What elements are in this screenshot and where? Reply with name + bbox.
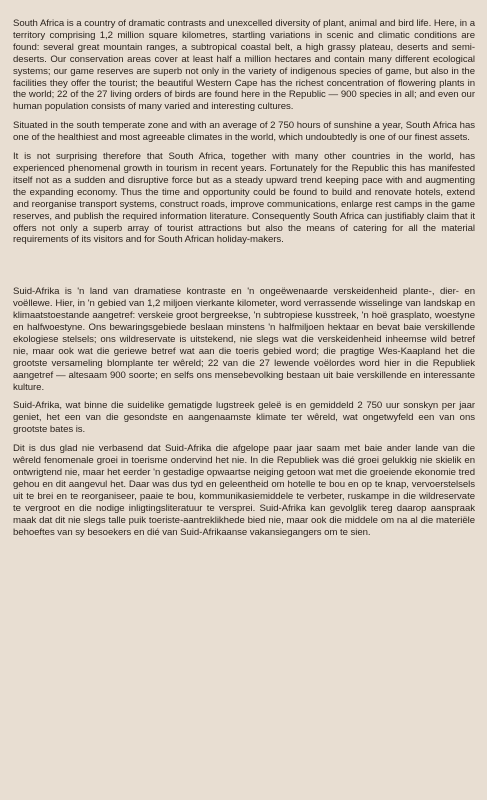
afrikaans-paragraph-3: Dit is dus glad nie verbasend dat Suid-Afrika die afgelope paar jaar saam met baie ander lande van die wêreld fenomenale groei in toerisme ondervind het nie. In die Republiek was dié groei gelukkig nie skielik en ontwrigtend nie, maar het eerder 'n gestadige opwaartse neiging getoon wat met die groeiende ekonomie tred gehou en dit aangevul het. Daar was dus tyd en geleentheid om hotelle te bou en op te knap, vervoerstelsels uit te brei en te reorganiseer, paaie te bou, kommunikasiemiddele te verbeter, ruskampe in die wildreservate te vergroot en die nodige inligtingsliteratuur te versprei. Suid-Afrika kan gevolglik tereg daarop aanspraak maak dat dit nie slegs talle puik toeriste-aantreklikhede bied nie, maar ook die middele om na al die materiële behoeftes van sy besoekers en dié van Suid-Afrikaanse vakansiegangers om te sien. [13,443,475,538]
english-paragraph-3: It is not surprising therefore that South Africa, together with many other countries in the world, has experienced phenomenal growth in tourism in recent years. Fortunately for the Republic this has manifested itself not as a sudden and disruptive force but as a steady upward trend keeping pace with and augmenting the expanding economy. Thus the time and opportunity could be found to build and renovate hotels, extend and reorganise transport systems, construct roads, improve communications, enlarge rest camps in the game reserves, and publish the required information literature. Consequently South Africa can justifiably claim that it offers not only a superb array of tourist attractions but also the means of catering for all the material requirements of its visitors and for South African holiday-makers. [13,151,475,246]
afrikaans-paragraph-1: Suid-Afrika is 'n land van dramatiese kontraste en 'n ongeëwenaarde verskeidenheid plante-, dier- en voëllewe. Hier, in 'n gebied van 1,2 miljoen vierkante kilometer, word verrassende wisselinge van landskap en klimaatstoestande aangetref: verskeie groot bergreekse, 'n subtropiese kusstreek, 'n hoë grasplato, woestyne en halfwoestyne. Ons bewaringsgebiede beslaan minstens 'n halfmiljoen hektaar en bevat baie verskillende ekologiese stelsels; ons wildreservate is uitstekend, nie slegs wat die verskeidenheid inheemse wild betref nie, maar ook wat die geriewe betref wat aan die toeris gebied word; die pragtige Wes-Kaapland het die grootste versameling blomplante ter wêreld; 22 van die 27 lewende voëlordes word hier in die Republiek aangetref — altesaam 900 soorte; en selfs ons mensebevolking bestaan uit baie verskillende en interessante kulture. [13,286,475,393]
english-paragraph-1: South Africa is a country of dramatic contrasts and unexcelled diversity of plant, animal and bird life. Here, in a territory comprising 1,2 million square kilometres, startling variations in scenic and climatic conditions are found: several great mountain ranges, a subtropical coastal belt, a high grassy plateau, deserts and semi-deserts. Our conservation areas cover at least half a million hectares and contain many different ecological systems; our game reserves are superb not only in the variety of indigenous species of game, but also in the facilities they offer the tourist; the beautiful Western Cape has the richest concentration of flowering plants in the world; 22 of the 27 living orders of birds are found here in the Republic — 900 species in all; and even our human population consists of many varied and interesting cultures. [13,18,475,113]
english-section [13,18,475,246]
afrikaans-section [13,286,475,538]
afrikaans-paragraph-2: Suid-Afrika, wat binne die suidelike gematigde lugstreek geleë is en gemiddeld 2 750 uur sonskyn per jaar geniet, het een van die gesondste en aangenaamste klimate ter wêreld, wat ongetwyfeld een van ons grootste bates is. [13,400,475,436]
english-paragraph-2: Situated in the south temperate zone and with an average of 2 750 hours of sunshine a year, South Africa has one of the healthiest and most agreeable climates in the world, which undoubtedly is one of our finest assets. [13,120,475,144]
